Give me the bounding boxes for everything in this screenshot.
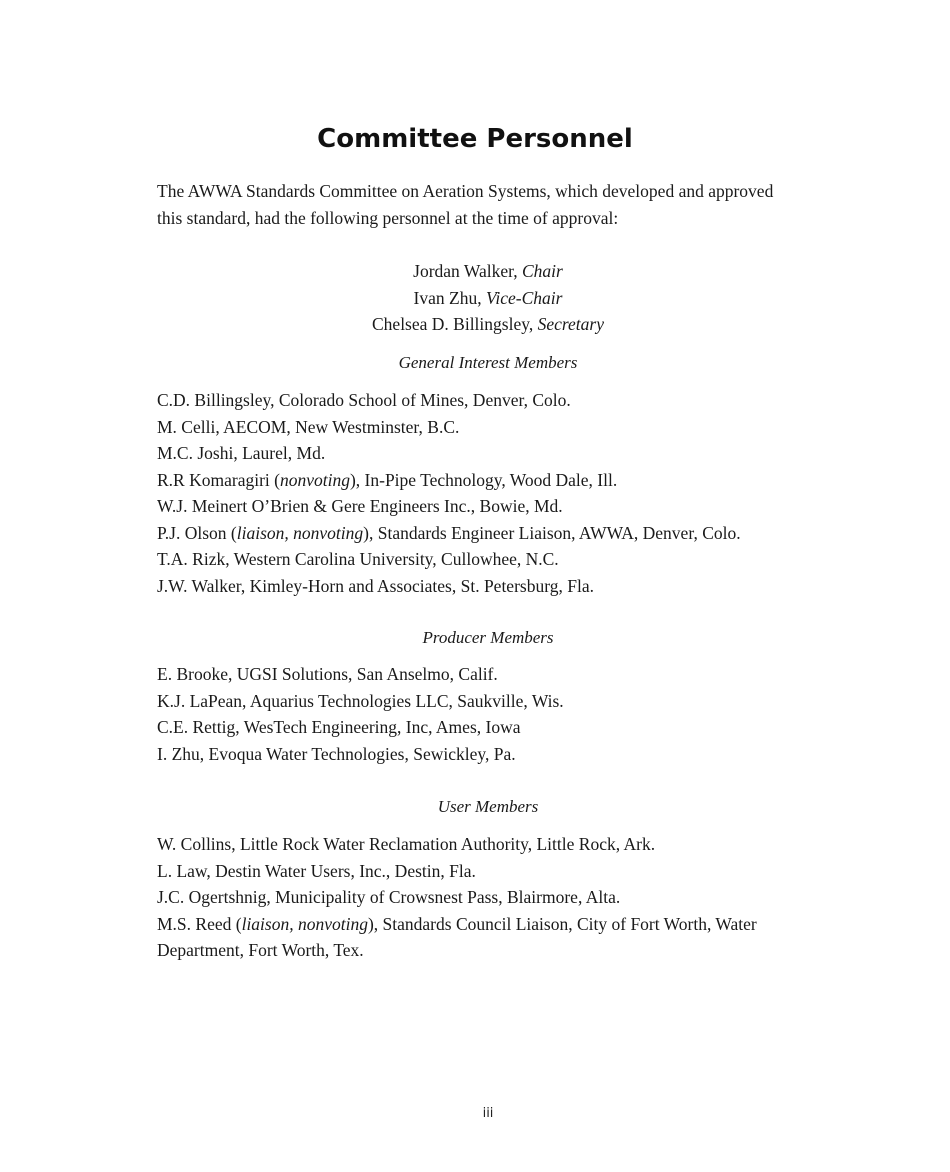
officer-role: Secretary xyxy=(537,314,604,334)
member-text: L. Law, Destin Water Users, Inc., Destin, Fla. xyxy=(157,860,476,881)
member-text: T.A. Rizk, Western Carolina University, Cullowhee, N.C. xyxy=(157,549,559,569)
member-entry xyxy=(157,493,837,520)
member-text: P.J. Olson ( xyxy=(157,522,237,543)
member-entry xyxy=(157,741,837,768)
member-text: R.R Komaragiri ( xyxy=(157,469,280,490)
member-text-continued: ), Standards Council Liaison, City of Fort Worth, Water Department, Fort Worth, Tex. xyxy=(157,913,757,960)
member-text: K.J. LaPean, Aquarius Technologies LLC, Saukville, Wis. xyxy=(157,690,564,711)
general-interest-list xyxy=(157,387,837,599)
officer-chair xyxy=(0,258,950,285)
member-entry xyxy=(157,858,837,885)
page-number: iii xyxy=(482,1106,494,1121)
officer-role: Vice-Chair xyxy=(485,287,563,308)
member-entry xyxy=(157,520,837,547)
member-entry xyxy=(157,467,837,494)
member-entry xyxy=(157,387,837,414)
member-entry xyxy=(157,440,837,467)
member-entry xyxy=(157,714,837,741)
producer-list xyxy=(157,661,837,767)
user-heading: User Members xyxy=(437,797,539,816)
member-text-continued: ), Standards Engineer Liaison, AWWA, Denver, Colo. xyxy=(363,522,741,543)
member-text: M.S. Reed ( xyxy=(157,913,242,934)
user-list xyxy=(157,831,837,964)
member-entry xyxy=(157,573,837,600)
officer-secretary xyxy=(0,311,950,338)
member-text: W. Collins, Little Rock Water Reclamation Authority, Little Rock, Ark. xyxy=(157,834,656,854)
member-text: J.C. Ogertshnig, Municipality of Crowsnest Pass, Blairmore, Alta. xyxy=(157,887,621,907)
member-entry xyxy=(157,661,837,688)
member-text: J.W. Walker, Kimley-Horn and Associates, St. Petersburg, Fla. xyxy=(157,575,594,596)
intro-paragraph: The AWWA Standards Committee on Aeration Systems, which developed and approved this standard, had the following personnel at the time of approval: xyxy=(157,181,774,228)
officer-name: Jordan Walker, xyxy=(413,261,522,281)
member-entry xyxy=(157,884,837,911)
officer-name: Ivan Zhu, xyxy=(413,287,486,308)
member-text: W.J. Meinert O’Brien & Gere Engineers Inc., Bowie, Md. xyxy=(157,496,563,516)
officers-block xyxy=(0,258,950,338)
member-entry xyxy=(157,414,837,441)
member-text: C.D. Billingsley, Colorado School of Mines, Denver, Colo. xyxy=(157,390,571,410)
member-text: M. Celli, AECOM, New Westminster, B.C. xyxy=(157,416,460,437)
member-status-note: liaison, nonvoting xyxy=(236,522,364,543)
general-interest-heading: General Interest Members xyxy=(398,353,578,372)
officer-role: Chair xyxy=(522,261,563,281)
officer-vice-chair xyxy=(0,285,950,312)
member-text: C.E. Rettig, WesTech Engineering, Inc, Ames, Iowa xyxy=(157,717,521,737)
member-entry xyxy=(157,831,837,858)
member-text-continued: ), In-Pipe Technology, Wood Dale, Ill. xyxy=(349,469,618,490)
member-text: E. Brooke, UGSI Solutions, San Anselmo, Calif. xyxy=(157,664,498,684)
member-status-note: nonvoting xyxy=(279,469,350,490)
member-text: M.C. Joshi, Laurel, Md. xyxy=(157,443,326,463)
producer-heading: Producer Members xyxy=(422,628,554,647)
member-status-note: liaison, nonvoting xyxy=(241,913,368,934)
officer-name: Chelsea D. Billingsley, xyxy=(372,314,538,334)
member-entry xyxy=(157,911,837,964)
member-entry xyxy=(157,688,837,715)
page-title: Committee Personnel xyxy=(317,124,633,154)
member-text: I. Zhu, Evoqua Water Technologies, Sewickley, Pa. xyxy=(157,743,516,764)
member-entry xyxy=(157,546,837,573)
